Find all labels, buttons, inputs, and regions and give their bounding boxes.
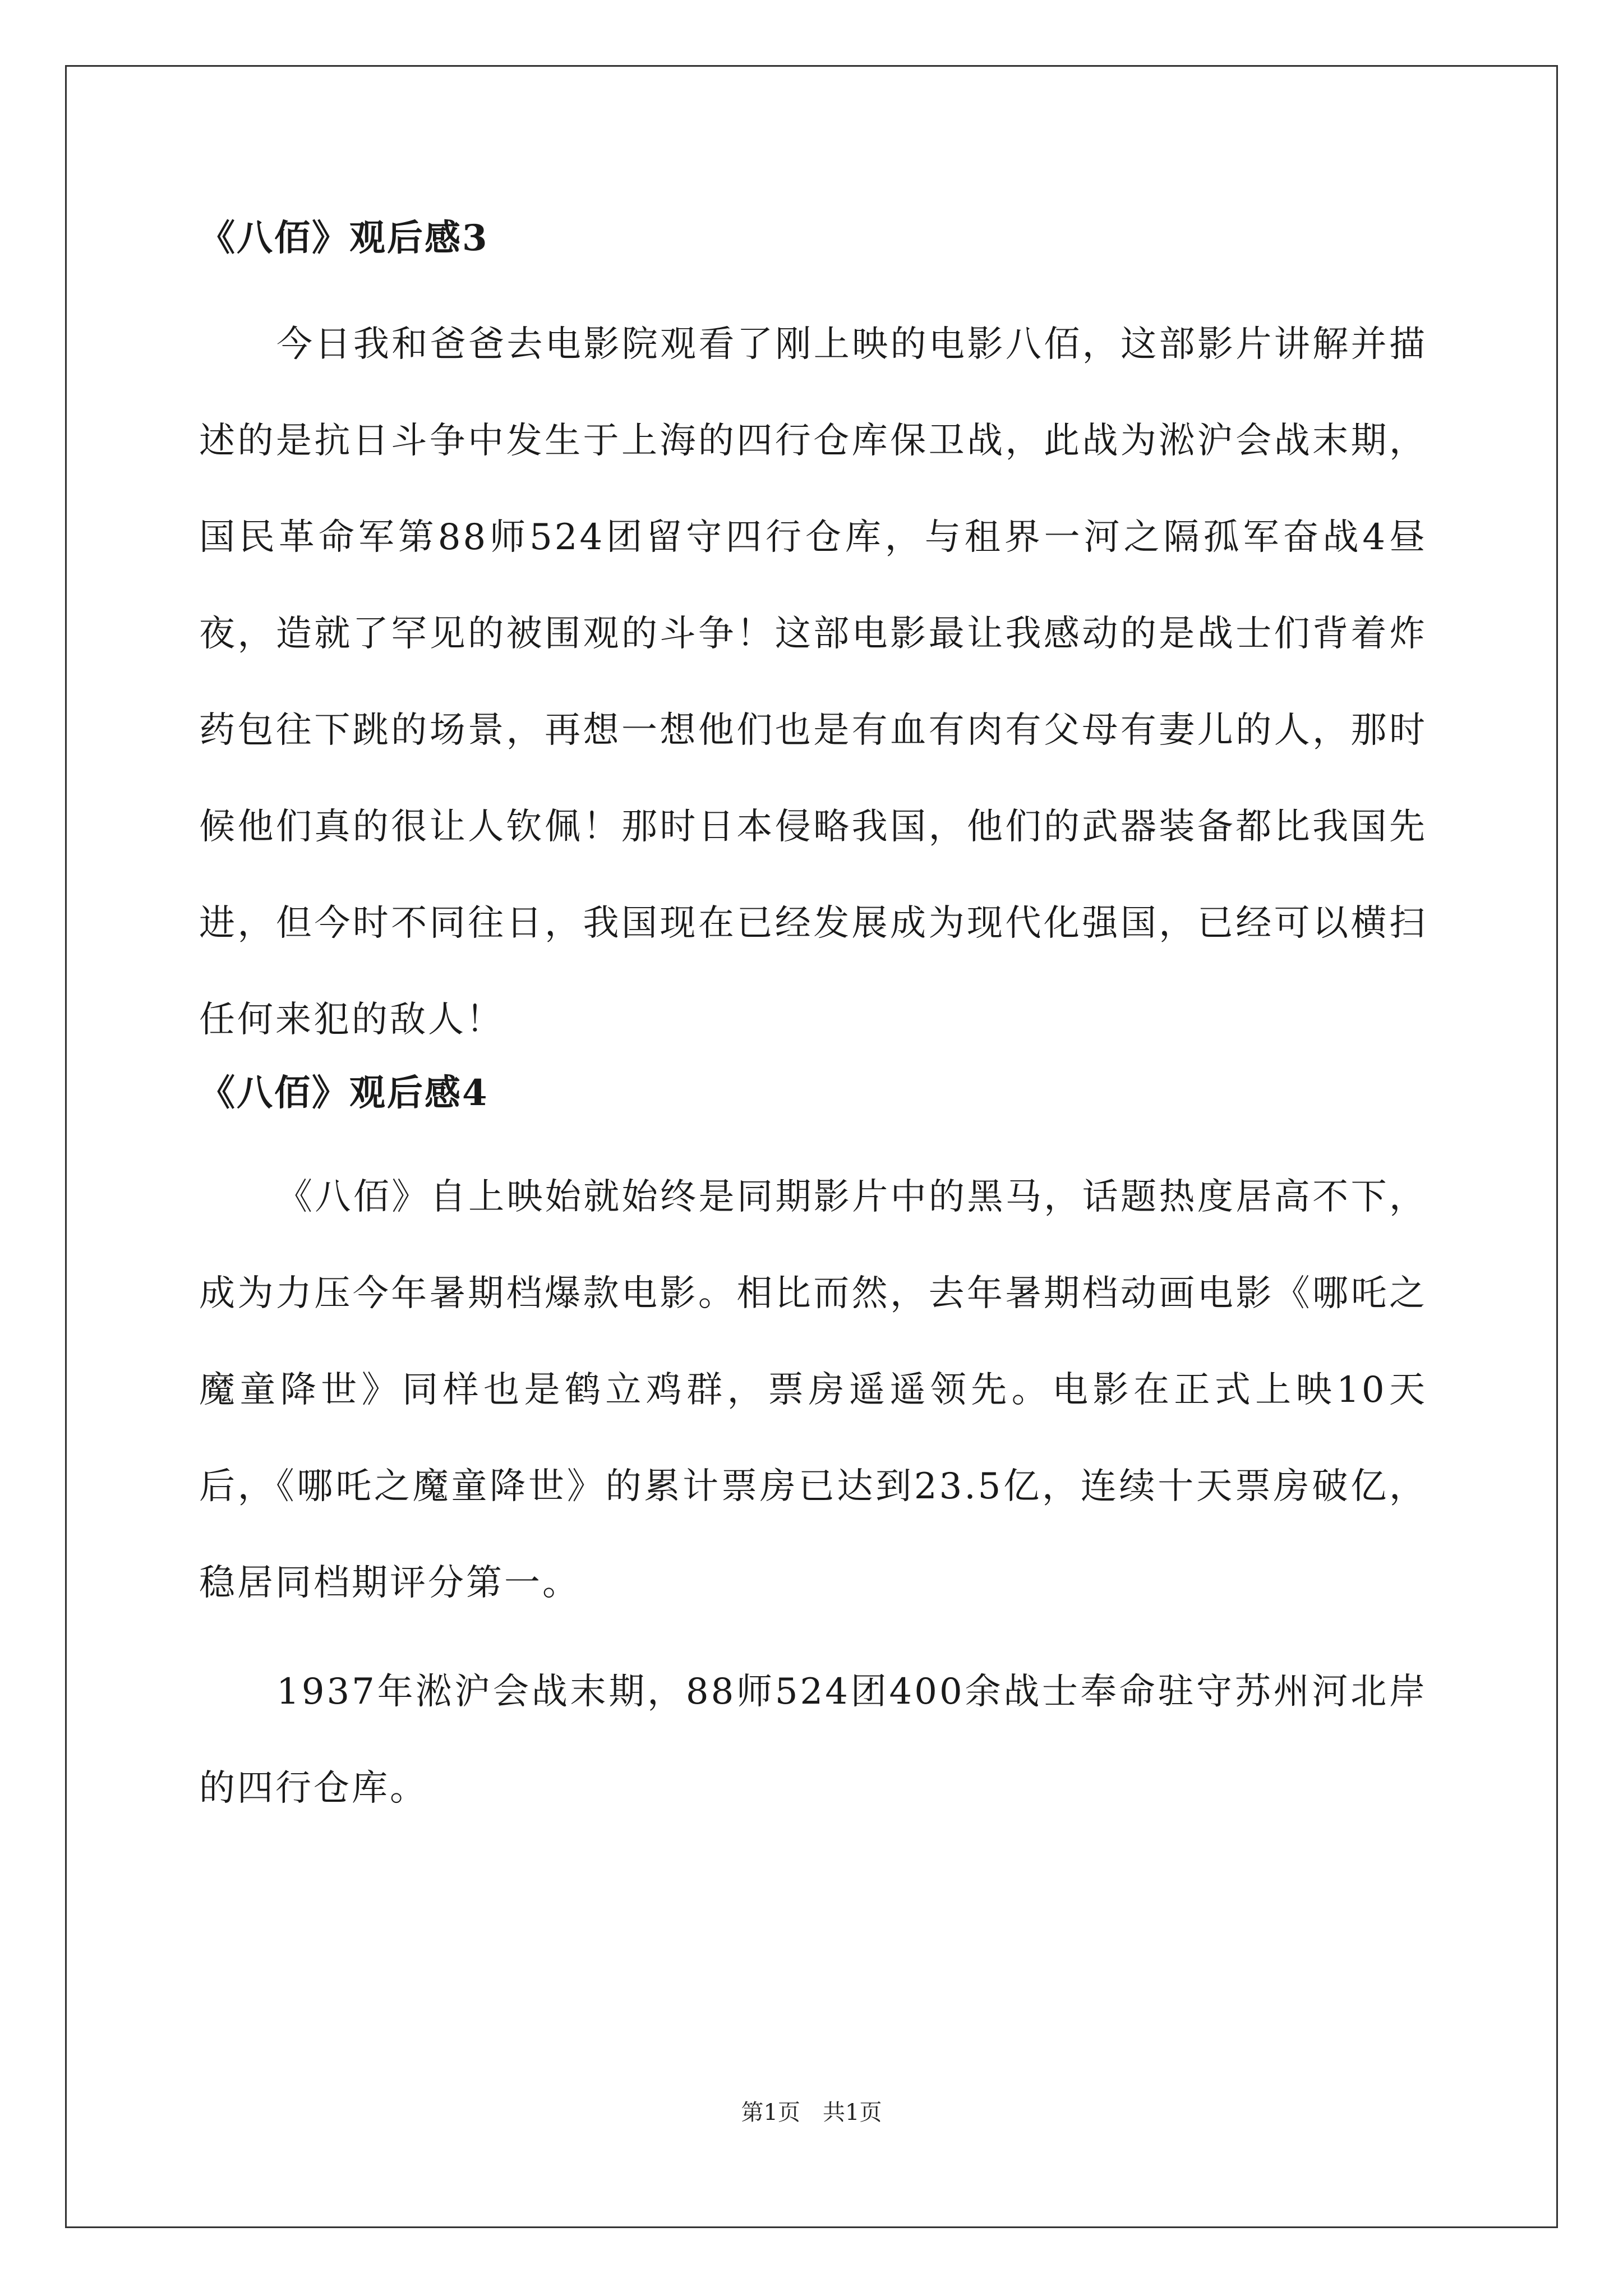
section-heading: 《八佰》观后感4: [199, 1072, 489, 1114]
document-body: [199, 219, 1427, 1837]
paragraph: 《八佰》自上映始就始终是同期影片中的黑马，话题热度居高不下，成为力压今年暑期档爆款电影。相比而然，去年暑期档动画电影《哪吒之魔童降世》同样也是鹤立鸡群，票房遥遥领先。电影在正式上映10天后，《哪吒之魔童降世》的累计票房已达到23.5亿，连续十天票房破亿，稳居同档期评分第一。: [199, 1176, 1427, 1604]
page-number: 第1页 共1页: [741, 2100, 882, 2125]
section-heading: 《八佰》观后感3: [199, 217, 489, 259]
paragraph: 今日我和爸爸去电影院观看了刚上映的电影八佰，这部影片讲解并描述的是抗日斗争中发生于上海的四行仓库保卫战，此战为淞沪会战末期，国民革命军第88师524团留守四行仓库，与租界一河之隔孤军奋战4昼夜，造就了罕见的被围观的斗争！这部电影最让我感动的是战士们背着炸药包往下跳的场景，再想一想他们也是有血有肉有父母有妻儿的人，那时候他们真的很让人钦佩！那时日本侵略我国，他们的武器装备都比我国先进，但今时不同往日，我国现在已经发展成为现代化强国，已经可以横扫任何来犯的敌人！: [199, 324, 1427, 1041]
paragraph: 1937年淞沪会战末期，88师524团400余战士奉命驻守苏州河北岸的四行仓库。: [199, 1671, 1427, 1809]
